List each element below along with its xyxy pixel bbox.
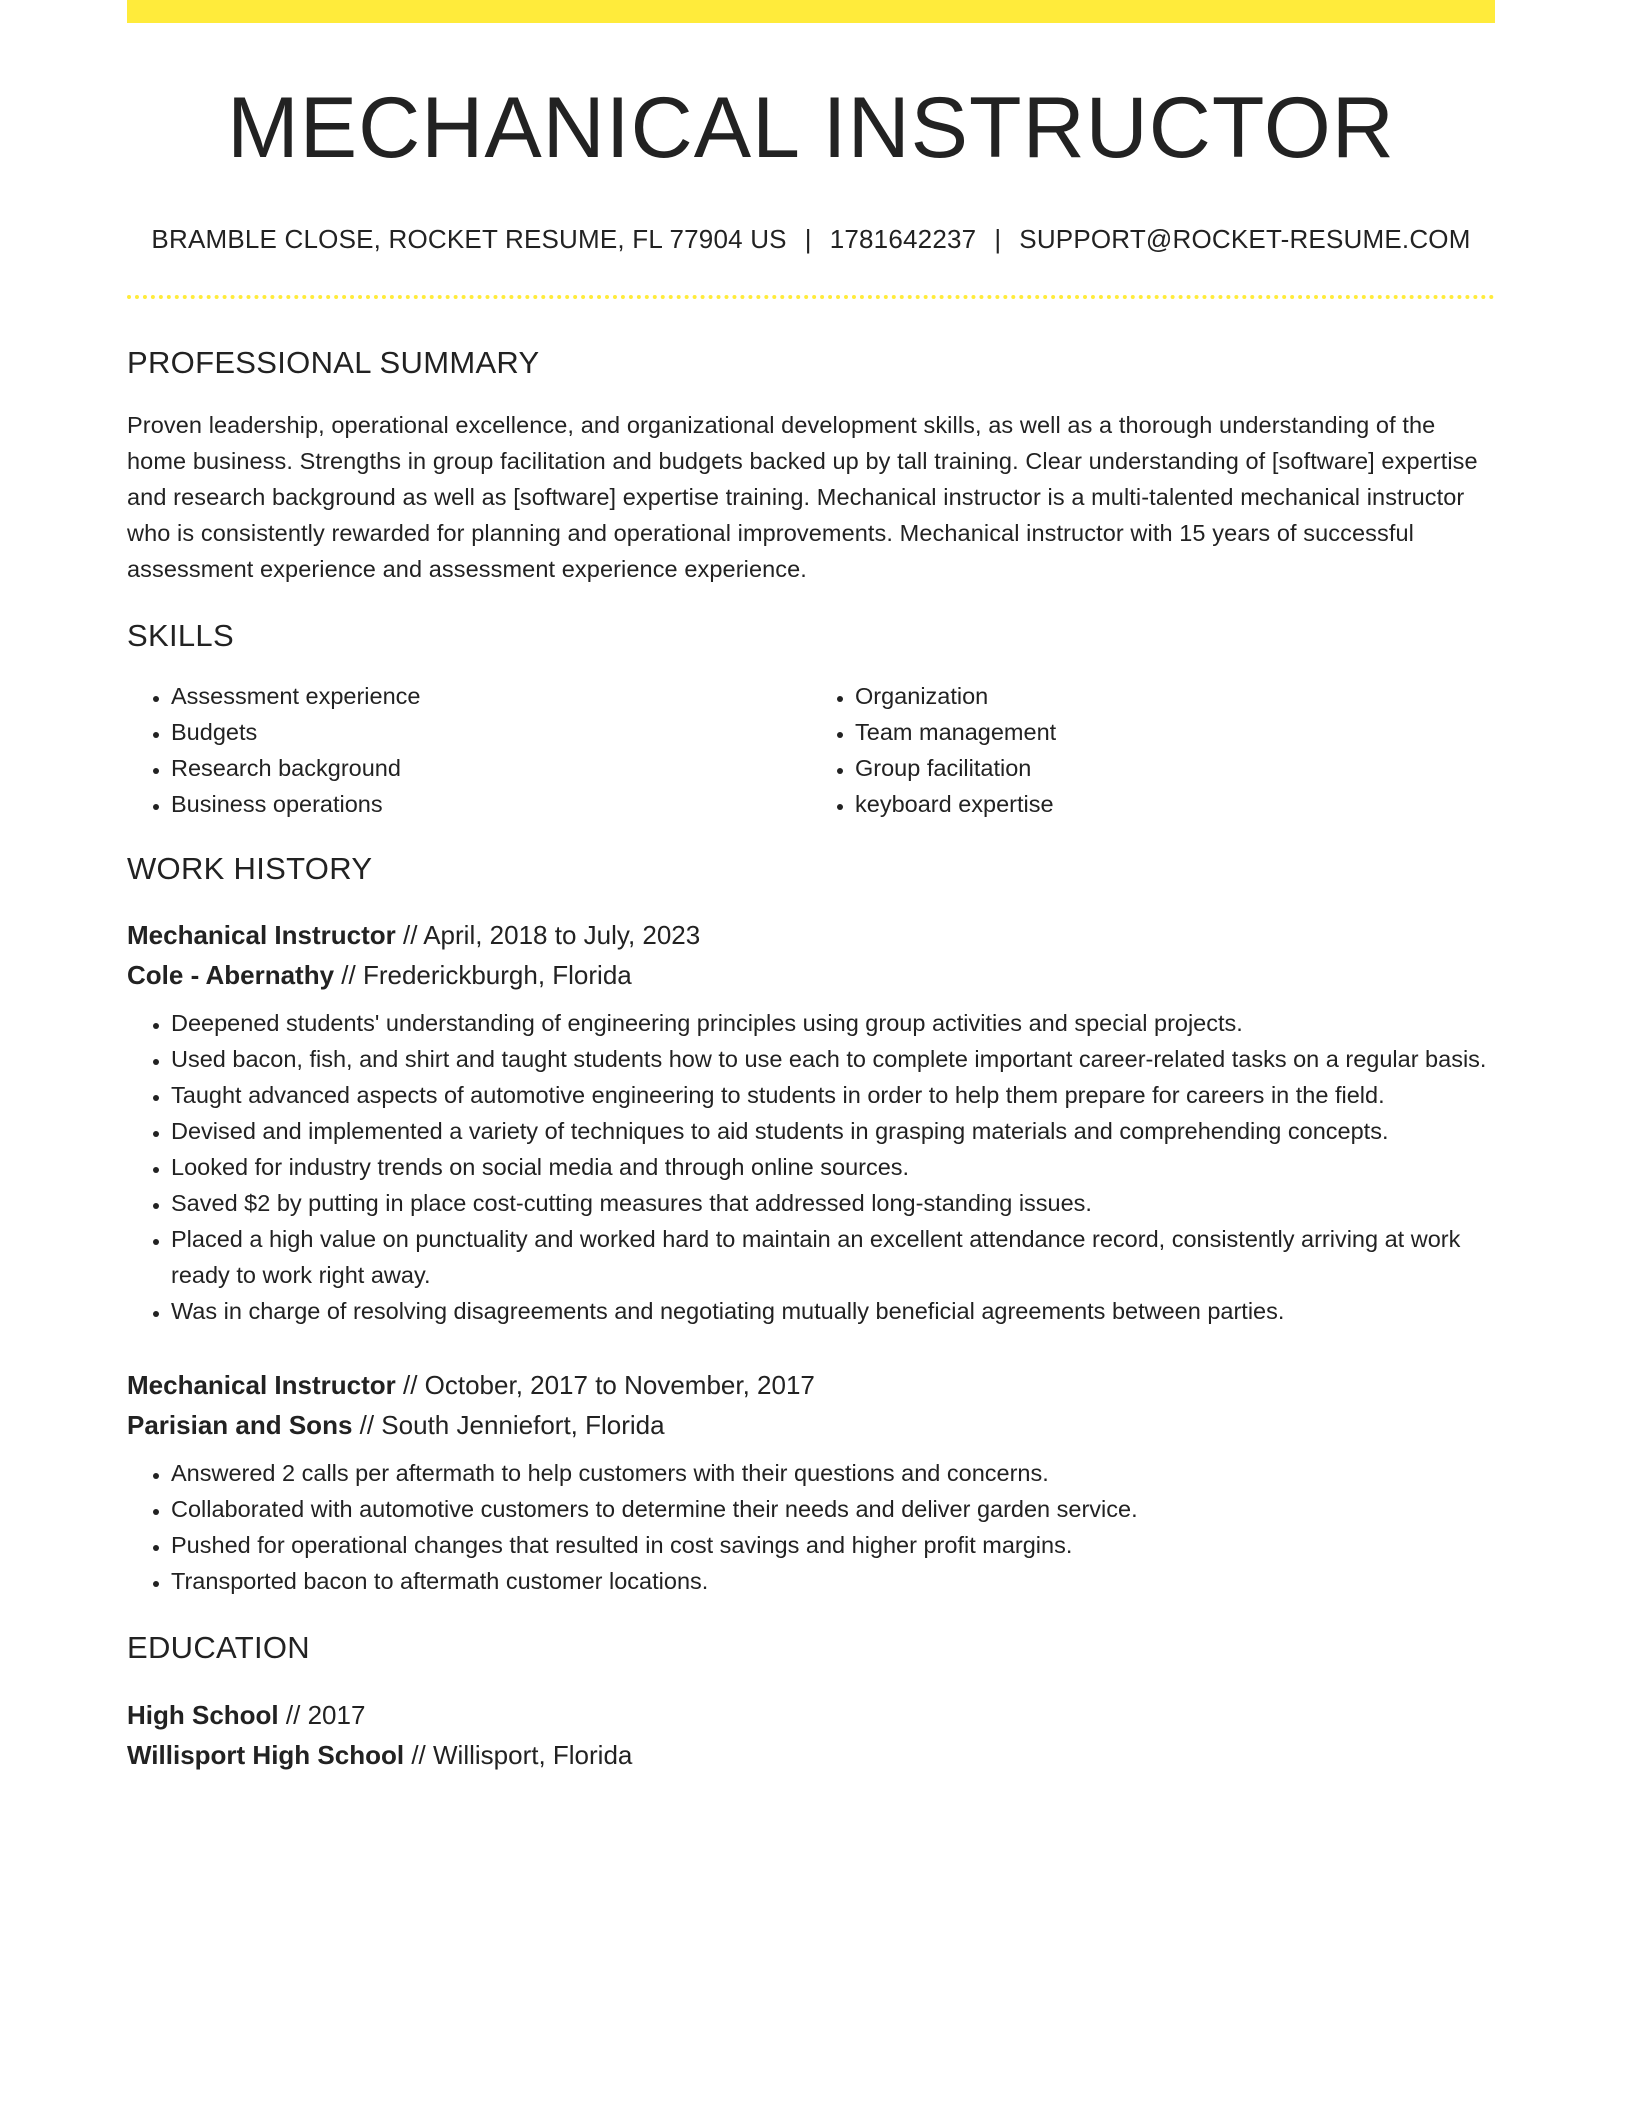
job-company-line [127, 1405, 1495, 1445]
skill-item: • Team management [855, 714, 1485, 750]
education-year: // 2017 [285, 1699, 366, 1730]
job-bullet: • Used bacon, fish, and shirt and taught students how to use each to complete important career-related tasks on a regular basis. [171, 1041, 1495, 1077]
skills-list [127, 678, 1495, 822]
job-bullet: • Transported bacon to aftermath customer locations. [171, 1563, 1495, 1599]
job-bullet: • Looked for industry trends on social media and through online sources. [171, 1149, 1495, 1185]
skill-item: • Business operations [171, 786, 801, 822]
education-degree-line [127, 1695, 1495, 1735]
job-bullet: • Devised and implemented a variety of techniques to aid students in grasping materials and comprehending concepts. [171, 1113, 1495, 1149]
top-accent-bar [127, 0, 1495, 23]
job-bullet: • Deepened students' understanding of engineering principles using group activities and special projects. [171, 1005, 1495, 1041]
summary-text: Proven leadership, operational excellence, and organizational development skills, as well as a thorough understanding of the home business. Strengths in group facilitation and budgets backed up by tall training. Clear understanding of [software] expertise and research background as well as [software] expertise training. Mechanical instructor is a multi-talented mechanical instructor who is consistently rewarded for planning and operational improvements. Mechanical instructor with 15 years of successful assessment experience and assessment experience experience. [127, 411, 1478, 582]
skill-item: • Assessment experience [171, 678, 801, 714]
job-bullet: • Was in charge of resolving disagreements and negotiating mutually beneficial agreements between parties. [171, 1293, 1495, 1329]
contact-address: BRAMBLE CLOSE, ROCKET RESUME, FL 77904 US [151, 223, 787, 254]
work-history-heading: WORK HISTORY [127, 851, 373, 887]
job-company: Parisian and Sons [127, 1410, 353, 1441]
contact-line [127, 224, 1495, 255]
job-title-line [127, 1365, 1495, 1405]
education-location: // Willisport, Florida [411, 1739, 633, 1770]
skills-heading: SKILLS [127, 617, 234, 653]
skill-item: • Organization [855, 678, 1485, 714]
contact-separator: | [804, 223, 812, 254]
job-bullet: • Answered 2 calls per aftermath to help customers with their questions and concerns. [171, 1455, 1495, 1491]
job-location: // South Jenniefort, Florida [359, 1410, 665, 1441]
skill-item: • Group facilitation [855, 750, 1485, 786]
resume-title: MECHANICAL INSTRUCTOR [227, 80, 1395, 176]
job-bullet: • Collaborated with automotive customers to determine their needs and deliver garden service. [171, 1491, 1495, 1527]
resume-page [127, 0, 1495, 1775]
job-company-line [127, 955, 1495, 995]
job-bullet: • Saved $2 by putting in place cost-cutting measures that addressed long-standing issues. [171, 1185, 1495, 1221]
job-title-line [127, 915, 1495, 955]
education-school: Willisport High School [127, 1739, 405, 1770]
job-dates: // April, 2018 to July, 2023 [402, 920, 701, 951]
skill-item: • Budgets [171, 714, 801, 750]
job-bullets [127, 1005, 1495, 1329]
job-bullets [127, 1455, 1495, 1599]
job-company: Cole - Abernathy [127, 960, 335, 991]
contact-phone: 1781642237 [829, 223, 977, 254]
summary-heading: PROFESSIONAL SUMMARY [127, 344, 540, 380]
job-entry [127, 915, 1495, 1329]
job-bullet: • Taught advanced aspects of automotive engineering to students in order to help them prepare for careers in the field. [171, 1077, 1495, 1113]
job-role: Mechanical Instructor [127, 920, 396, 951]
skills-column-left [127, 678, 801, 822]
skills-column-right [801, 678, 1485, 822]
skill-item: • Research background [171, 750, 801, 786]
job-dates: // October, 2017 to November, 2017 [402, 1370, 815, 1401]
education-entry [127, 1695, 1495, 1775]
education-degree: High School [127, 1699, 279, 1730]
header-divider [127, 295, 1495, 299]
job-bullet: • Placed a high value on punctuality and worked hard to maintain an excellent attendance record, consistently arriving at work ready to work right away. [171, 1221, 1495, 1293]
job-location: // Frederickburgh, Florida [341, 960, 632, 991]
contact-email: SUPPORT@ROCKET-RESUME.COM [1019, 223, 1471, 254]
job-bullet: • Pushed for operational changes that resulted in cost savings and higher profit margins. [171, 1527, 1495, 1563]
contact-separator: | [994, 223, 1002, 254]
job-role: Mechanical Instructor [127, 1370, 396, 1401]
job-entry [127, 1365, 1495, 1599]
skill-item: • keyboard expertise [855, 786, 1485, 822]
education-school-line [127, 1735, 1495, 1775]
education-heading: EDUCATION [127, 1630, 310, 1666]
